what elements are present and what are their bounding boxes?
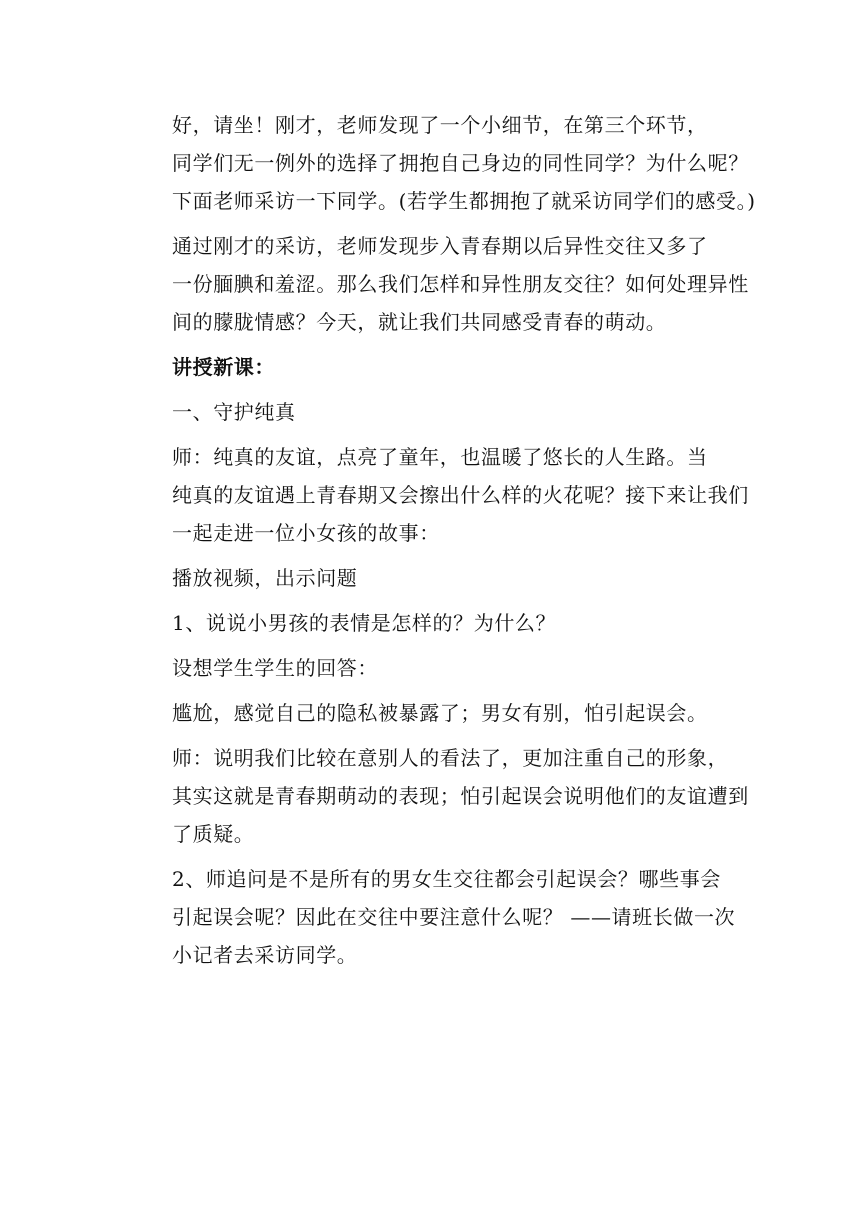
text-line: 师：说明我们比较在意别人的看法了，更加注重自己的形象，	[172, 746, 729, 770]
text-line: 师：纯真的友谊，点亮了童年，也温暖了悠长的人生路。当	[172, 445, 708, 469]
text-line: 同学们无一例外的选择了拥抱自己身边的同性同学？为什么呢？	[172, 151, 749, 175]
paragraph-interview-summary	[130, 227, 749, 341]
heading-text: 讲授新课：	[172, 355, 275, 379]
paragraph-question-1	[130, 604, 734, 642]
paragraph-play-video	[130, 559, 734, 597]
document-page	[130, 106, 756, 974]
text-line: 通过刚才的采访，老师发现步入青春期以后异性交往又多了	[172, 234, 708, 258]
text-line: 小记者去采访同学。	[172, 943, 358, 967]
text-line: 间的朦胧情感？今天，就让我们共同感受青春的萌动。	[172, 310, 667, 334]
text-line: 播放视频，出示问题	[172, 566, 358, 590]
section-heading-new-lesson	[130, 348, 734, 386]
text-line: 纯真的友谊遇上青春期又会擦出什么样的火花呢？接下来让我们	[172, 483, 749, 507]
paragraph-intro-question	[130, 106, 756, 220]
paragraph-expected-answer-label	[130, 649, 734, 687]
text-line: 1、说说小男孩的表情是怎样的？为什么？	[172, 611, 557, 635]
subsection-heading-guard-innocence	[130, 393, 734, 431]
text-line: 了质疑。	[172, 822, 255, 846]
text-line: 一份腼腆和羞涩。那么我们怎样和异性朋友交往？如何处理异性	[172, 272, 749, 296]
paragraph-expected-answer	[130, 694, 734, 732]
heading-text: 一、守护纯真	[172, 400, 296, 424]
paragraph-question-2	[130, 860, 734, 974]
paragraph-teacher-friendship	[130, 438, 749, 552]
text-line: 下面老师采访一下同学。(若学生都拥抱了就采访同学们的感受。)	[172, 189, 756, 213]
text-line: 设想学生学生的回答：	[172, 656, 378, 680]
text-line: 尴尬，感觉自己的隐私被暴露了；男女有别，怕引起误会。	[172, 701, 708, 725]
text-line: 2、师追问是不是所有的男女生交往都会引起误会？哪些事会	[172, 867, 721, 891]
text-line: 其实这就是青春期萌动的表现；怕引起误会说明他们的友谊遭到	[172, 784, 749, 808]
paragraph-teacher-explanation	[130, 739, 749, 853]
text-line: 好，请坐！刚才，老师发现了一个小细节，在第三个环节，	[172, 113, 708, 137]
text-line: 一起走进一位小女孩的故事：	[172, 521, 440, 545]
text-line: 引起误会呢？因此在交往中要注意什么呢？ ——请班长做一次	[172, 905, 736, 929]
